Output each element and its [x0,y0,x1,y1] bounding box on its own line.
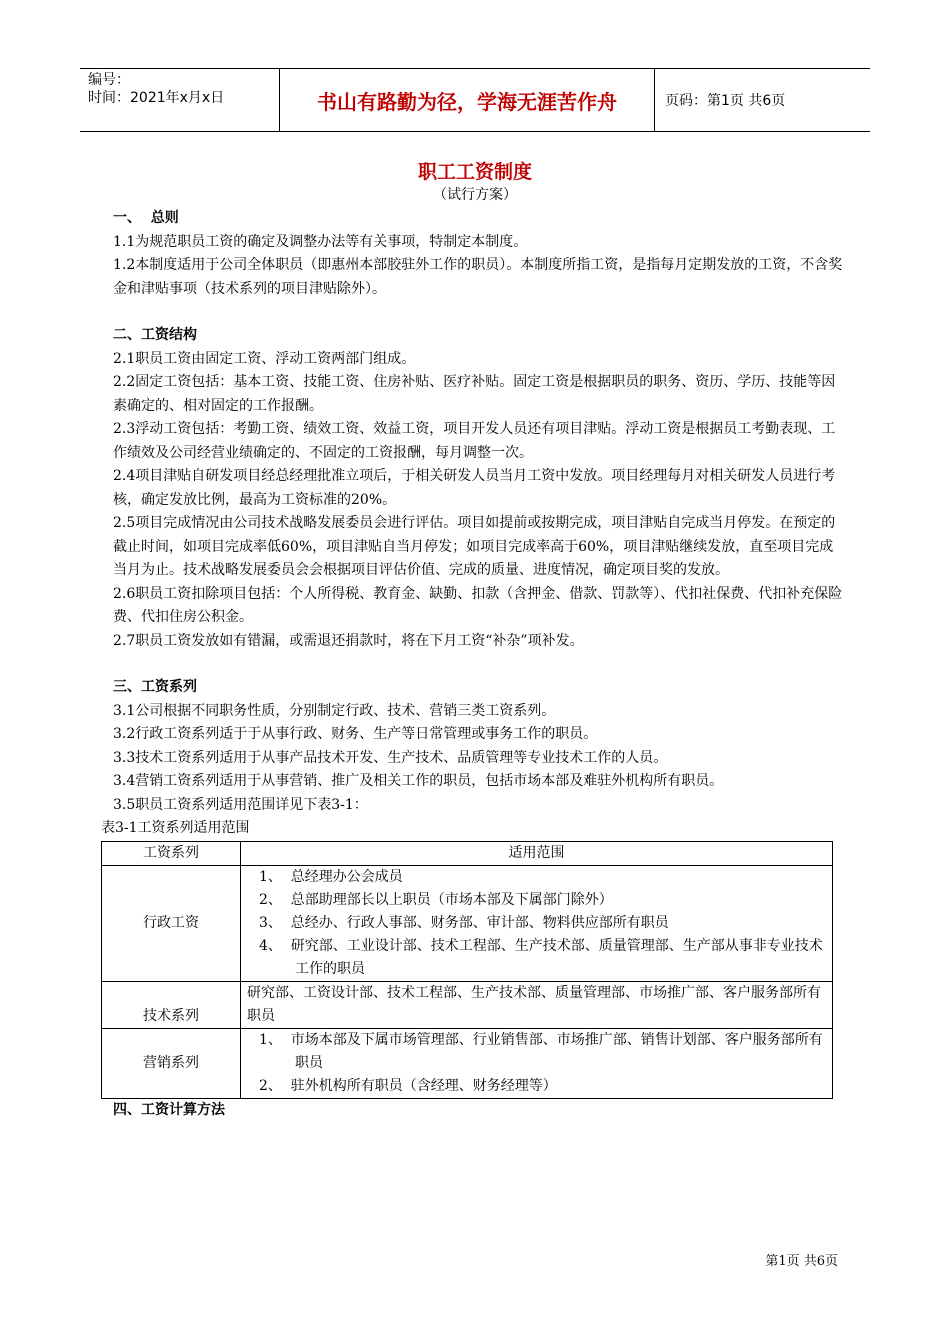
page-footer: 第1页 共6页 [765,1254,838,1269]
salary-series-table [101,841,833,1099]
list-item: 2、 总部助理部长以上职员（市场本部及下属部门除外） [259,891,613,908]
doc-number-label: 编号： [88,72,130,88]
table-cell-series-name: 行政工资 [102,865,241,981]
table-cell-scope [241,865,833,981]
paragraph-2-4: 2.4项目津贴自研发项目经总经理批准立项后，于相关研发人员当月工资中发放。项目经理每月对相关研发人员进行考核，确定发放比例，最高为工资标准的20%。 [113,468,836,508]
page-header [80,68,870,132]
paragraph-2-2: 2.2固定工资包括：基本工资、技能工资、住房补贴、医疗补贴。固定工资是根据职员的职务、资历、学历、技能等因素确定的、相对固定的工作报酬。 [113,374,836,414]
table-cell-scope: 研究部、工资设计部、技术工程部、生产技术部、质量管理部、市场推广部、客户服务部所有职员 [241,981,833,1028]
list-item: 3、 总经办、行政人事部、财务部、审计部、物料供应部所有职员 [259,914,669,931]
paragraph-2-6: 2.6职员工资扣除项目包括：个人所得税、教育金、缺勤、扣款（含押金、借款、罚款等）、代扣社保费、代扣补充保险费、代扣住房公积金。 [113,585,843,625]
list-item: 1、 市场本部及下属市场管理部、行业销售部、市场推广部、销售计划部、客户服务部所有职员 [259,1031,823,1071]
table-header-series: 工资系列 [102,841,241,865]
paragraph-1-1: 1.1为规范职员工资的确定及调整办法等有关事项，特制定本制度。 [113,233,528,250]
doc-time-label: 时间：2021年x月x日 [88,90,225,106]
paragraph-3-2: 3.2行政工资系列适于于从事行政、财务、生产等日常管理或事务工作的职员。 [113,726,598,742]
list-item: 4、 研究部、工业设计部、技术工程部、生产技术部、质量管理部、生产部从事非专业技术工作的职员 [259,937,823,977]
paragraph-1-2: 1.2本制度适用于公司全体职员（即惠州本部胶驻外工作的职员）。本制度所指工资，是指每月定期发放的工资，不含奖金和津贴事项（技术系列的项目津贴除外）。 [113,257,843,297]
section-heading-structure: 二、工资结构 [113,327,197,343]
header-meta [80,69,280,131]
list-item: 2、 驻外机构所有职员（含经理、财务经理等） [259,1077,557,1094]
section-heading-general: 一、 总则 [113,210,179,226]
paragraph-2-7: 2.7职员工资发放如有错漏，或需退还捐款时，将在下月工资“补杂”项补发。 [113,632,584,649]
doc-body [101,207,845,1122]
list-item: 1、 总经理办公会成员 [259,868,403,885]
table-cell-series-name [102,981,241,1028]
paragraph-3-3: 3.3技术工资系列适用于从事产品技术开发、生产技术、品质管理等专业技术工作的人员。 [113,749,668,766]
table-cell-scope [241,1028,833,1098]
table-header-row [102,841,833,865]
series-name-tech: 技术系列 [143,1007,199,1024]
paragraph-2-5: 2.5项目完成情况由公司技术战略发展委员会进行评估。项目如提前或按期完成，项目津贴自完成当月停发。在预定的截止时间，如项目完成率低60%，项目津贴自当月停发；如项目完成率高于60%，项目津贴继续发放，直至项目完成当月为止。技术战略发展委员会会根据项目评估价值、完成的质量、进度情况，确定项目奖的发放。 [113,515,836,578]
paragraph-3-4: 3.4营销工资系列适用于从事营销、推广及相关工作的职员，包括市场本部及难驻外机构所有职员。 [113,773,724,789]
table-row [102,981,833,1028]
paragraph-2-1: 2.1职员工资由固定工资、浮动工资两部门组成。 [113,350,416,367]
section-heading-series: 三、工资系列 [113,679,197,695]
header-motto: 书山有路勤为径，学海无涯苦作舟 [280,69,655,131]
doc-title: 职工工资制度 [417,161,532,183]
paragraph-2-3: 2.3浮动工资包括：考勤工资、绩效工资、效益工资，项目开发人员还有项目津贴。浮动工资是根据员工考勤表现、工作绩效及公司经营业绩确定的、不固定的工资报酬，每月调整一次。 [113,421,836,461]
doc-subtitle: （试行方案） [433,187,517,203]
table-header-scope: 适用范围 [241,841,833,865]
table-caption: 表3-1工资系列适用范围 [101,820,250,836]
table-row [102,1028,833,1098]
header-page-number: 页码：第1页 共6页 [665,93,786,109]
table-cell-series-name: 营销系列 [102,1028,241,1098]
paragraph-3-5: 3.5职员工资系列适用范围详见下表3-1： [113,796,368,813]
paragraph-3-1: 3.1公司根据不同职务性质，分别制定行政、技术、营销三类工资系列。 [113,702,556,719]
table-row [102,865,833,981]
section-heading-calculation: 四、工资计算方法 [113,1101,225,1118]
